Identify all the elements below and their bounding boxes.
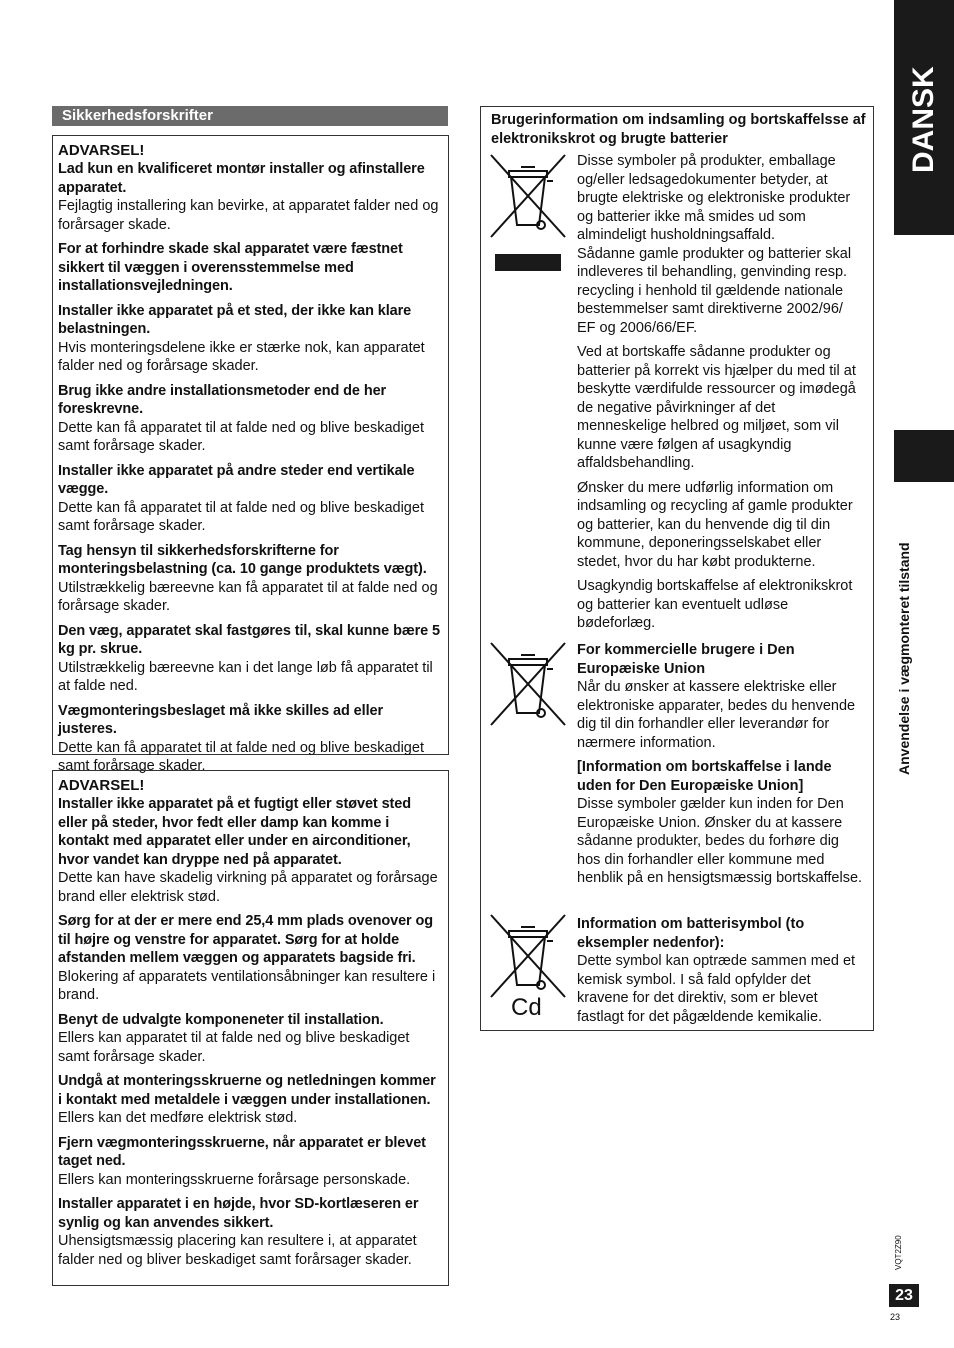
warning-item-text: Uhensigtsmæssig placering kan resultere i, at apparatet falder ned og bliver beskadiget samt forårsager skader. [58, 1233, 417, 1268]
subheading: For kommercielle brugere i Den Europæiske Union [577, 642, 795, 677]
subheading: [Information om bortskaffelse i lande uden for Den Europæiske Union] [577, 759, 832, 794]
disposal-info-box [480, 106, 874, 1031]
warning-box-1 [52, 135, 449, 774]
disposal-text-2 [577, 641, 865, 894]
warning-item-text: Blokering af apparatets ventilationsåbninger kan resultere i brand. [58, 968, 436, 1003]
paragraph: Sådanne gamle produkter og batterier skal indleveres til behandling, genvinding resp. recycling i henhold til gældende nationale bestemmelser samt direktiverne 2002/96/ EF og 2006/66/EF. [577, 245, 852, 336]
warning-item-text: Hvis monteringsdelene ikke er stærke nok, kan apparatet falder ned og forårsage skader. [58, 339, 425, 374]
subheading: Information om batterisymbol (to eksempler nedenfor): [577, 916, 805, 951]
warning-item [58, 1195, 443, 1269]
warning-list [58, 160, 443, 776]
paragraph: Når du ønsker at kassere elektriske eller elektroniske apparater, bedes du henvende dig til din forhandler eller leverandør for nærmere information. [577, 679, 856, 751]
language-tab [894, 0, 954, 235]
warning-item [58, 1011, 443, 1067]
warning-item-heading: Lad kun en kvalificeret montør installer og afinstallere apparatet. [58, 161, 425, 196]
warning-item [58, 795, 443, 906]
warning-item [58, 1072, 443, 1128]
warning-item [58, 240, 443, 296]
warning-item [58, 912, 443, 1005]
paragraph: Disse symboler på produkter, emballage og/eller ledsagedokumenter betyder, at brugte elektriske og elektroniske produkter og batterier ikke må smides ud som almindeligt husholdningsaffald. [577, 153, 851, 243]
paragraph: Disse symboler gælder kun inden for Den Europæiske Union. Ønsker du at kassere sådanne produkter, bedes du forhøre dig hos din forhandler eller kommune med henblik på en hensigtsmæssig bortskaffelse. [577, 796, 863, 886]
warning-item-heading: Brug ikke andre installationsmetoder end de her foreskrevne. [58, 382, 387, 417]
document-code: VQT2Z90 [894, 1235, 903, 1270]
warning-item-text: Dette kan få apparatet til at falde ned og blive beskadiget samt forårsage skader. [58, 499, 424, 534]
warning-item-heading: Installer ikke apparatet på et fugtigt eller støvet sted eller på steder, hvor fedt eller damp kan komme i kontakt med apparatet eller under en airconditioner, hvor vandet kan dryppe ned på apparatet. [58, 796, 411, 868]
chemical-symbol: Cd [511, 994, 542, 1021]
crossed-bin-icon [487, 641, 569, 731]
warning-item-text: Dette kan få apparatet til at falde ned og blive beskadiget samt forårsage skader. [58, 739, 424, 774]
warning-item [58, 302, 443, 376]
disposal-text-3 [577, 915, 865, 1032]
paragraph: Dette symbol kan optræde sammen med et kemisk symbol. I så fald opfylder det kravene for det direktiv, som er blevet fastlagt for det pågældende kemikalie. [577, 953, 856, 1025]
warning-item-text: Utilstrækkelig bæreevne kan få apparatet til at falde ned og forårsage skader. [58, 579, 438, 614]
warning-item-heading: Sørg for at der er mere end 25,4 mm plads ovenover og til højre og venstre for apparatet. Sørg for at holde afstanden mellem væggen og apparatets bagside fri. [58, 913, 434, 966]
warning-item-heading: For at forhindre skade skal apparatet være fæstnet sikkert til væggen i overensstemmelse med installationsvejledningen. [58, 241, 403, 294]
warning-item-heading: Benyt de udvalgte komponeneter til installation. [58, 1011, 384, 1028]
paragraph: Ønsker du mere udførlig information om indsamling og recycling af gamle produkter og batterier, kan du henvende dig til din kommune, deponeringsselskabet eller stedet, hvor du har købt produkterne. [577, 479, 853, 570]
warning-item [58, 382, 443, 456]
warning-item-text: Ellers kan det medføre elektrisk stød. [58, 1110, 298, 1126]
warning-item-text: Ellers kan apparatet til at falde ned og blive beskadiget samt forårsage skader. [58, 1030, 410, 1065]
warning-item-heading: Installer apparatet i en højde, hvor SD-kortlæseren er synlig og kan anvendes sikkert. [58, 1196, 419, 1231]
warning-item-heading: Undgå at monteringsskruerne og netledningen kommer i kontakt med metaldele i væggen under installationen. [58, 1073, 436, 1108]
warning-item-heading: Fjern vægmonteringsskruerne, når apparatet er blevet taget ned. [58, 1134, 426, 1169]
warning-item [58, 542, 443, 616]
warning-item-text: Fejlagtig installering kan bevirke, at apparatet falder ned og forårsager skade. [58, 198, 439, 233]
warning-item-heading: Vægmonteringsbeslaget må ikke skilles ad eller justeres. [58, 702, 384, 737]
section-label: Anvendelse i vægmonteret tilstand [896, 542, 912, 775]
warning-item [58, 702, 443, 776]
crossed-bin-icon [487, 153, 569, 273]
disposal-text-1 [577, 152, 865, 639]
warning-item-heading: Installer ikke apparatet på andre steder end vertikale vægge. [58, 462, 415, 497]
warning-box-2 [52, 770, 449, 1286]
warning-item-heading: Den væg, apparatet skal fastgøres til, skal kunne bære 5 kg pr. skrue. [58, 622, 441, 657]
page-number-small: 23 [890, 1312, 901, 1322]
page-number: 23 [889, 1284, 919, 1307]
language-label: DANSK [907, 66, 940, 173]
paragraph: Usagkyndig bortskaffelse af elektronikskrot og batterier kan eventuelt udløse bødeforlæg. [577, 578, 853, 631]
warning-title: ADVARSEL! [58, 777, 145, 794]
warning-item-text: Utilstrækkelig bæreevne kan i det lange løb få apparatet til at falde ned. [58, 659, 433, 694]
warning-item [58, 622, 443, 696]
crossed-bin-battery-icon [487, 913, 569, 1003]
warning-item-heading: Installer ikke apparatet på et sted, der ikke kan klare belastningen. [58, 302, 412, 337]
warning-item [58, 160, 443, 234]
warning-item-text: Dette kan få apparatet til at falde ned og blive beskadiget samt forårsage skader. [58, 419, 424, 454]
disposal-heading: Brugerinformation om indsamling og bortskaffelsse af elektronikskrot og brugte batterier [491, 112, 866, 147]
section-title: Sikkerhedsforskrifter [52, 106, 448, 126]
warning-item-text: Ellers kan monteringsskruerne forårsage personskade. [58, 1171, 411, 1188]
warning-item [58, 462, 443, 536]
paragraph: Ved at bortskaffe sådanne produkter og batterier på korrekt vis hjælper du med til at beskytte værdifulde ressourcer og imødegå de negative påvirkninger af det menneskelige helbred og miljøet, som vil kunne være følgen af usagkyndig affaldsbehandling. [577, 344, 856, 471]
warning-list [58, 795, 443, 1269]
warning-title: ADVARSEL! [58, 142, 145, 159]
warning-item-heading: Tag hensyn til sikkerhedsforskrifterne for monteringsbelastning (ca. 10 gange produktets vægt). [58, 542, 427, 577]
warning-item [58, 1134, 443, 1190]
warning-item-text: Dette kan have skadelig virkning på apparatet og forårsage brand eller elektrisk stød. [58, 870, 438, 905]
